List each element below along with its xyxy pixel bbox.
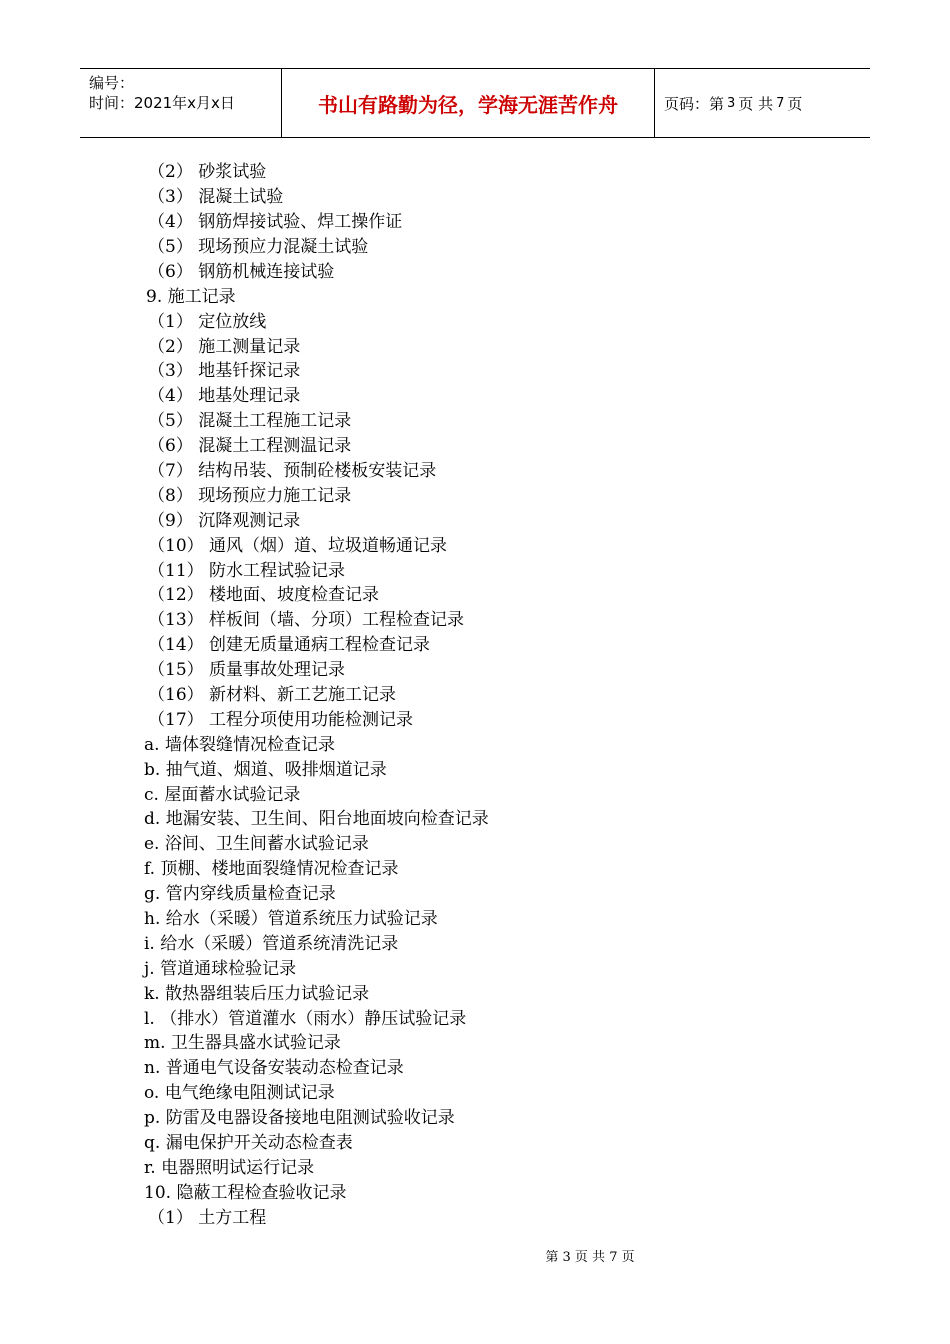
- list-item: （5） 混凝土工程施工记录: [148, 411, 352, 431]
- list-item: （6） 混凝土工程测温记录: [148, 436, 352, 456]
- list-item: n. 普通电气设备安装动态检查记录: [144, 1058, 404, 1078]
- document-date: 时间：2021年x月x日: [89, 94, 235, 112]
- section-heading: 9. 施工记录: [146, 287, 236, 307]
- list-item: （14） 创建无质量通病工程检查记录: [148, 635, 431, 655]
- list-item: h. 给水（采暖）管道系统压力试验记录: [144, 909, 438, 929]
- list-item: c. 屋面蓄水试验记录: [144, 785, 301, 805]
- list-item: （2） 砂浆试验: [148, 162, 267, 182]
- list-item: i. 给水（采暖）管道系统清洗记录: [144, 934, 399, 954]
- list-item: j. 管道通球检验记录: [144, 959, 297, 979]
- page-footer: [0, 1246, 950, 1265]
- list-item: f. 顶棚、楼地面裂缝情况检查记录: [144, 859, 399, 879]
- list-item: （3） 混凝土试验: [148, 187, 284, 207]
- header-motto: 书山有路勤为径，学海无涯苦作舟: [282, 69, 655, 137]
- list-item: （1） 土方工程: [148, 1208, 267, 1228]
- page-header: [80, 68, 870, 138]
- list-item: （1） 定位放线: [148, 312, 267, 332]
- page-prefix: 页码：第: [664, 94, 725, 113]
- list-item: （5） 现场预应力混凝土试验: [148, 237, 369, 257]
- list-item: （8） 现场预应力施工记录: [148, 486, 352, 506]
- document-number-label: 编号：: [89, 74, 135, 92]
- list-item: （13） 样板间（墙、分项）工程检查记录: [148, 610, 465, 630]
- page-total: 7: [776, 95, 785, 111]
- list-item: （4） 地基处理记录: [148, 386, 301, 406]
- section-heading: 10. 隐蔽工程检查验收记录: [144, 1183, 347, 1203]
- list-item: （11） 防水工程试验记录: [148, 561, 346, 581]
- list-item: （3） 地基钎探记录: [148, 361, 301, 381]
- header-page-indicator: [655, 69, 870, 137]
- list-item: p. 防雷及电器设备接地电阻测试验收记录: [144, 1108, 455, 1128]
- list-item: （9） 沉降观测记录: [148, 511, 301, 531]
- page-mid: 页 共: [738, 94, 774, 113]
- page-current: 3: [727, 95, 736, 111]
- list-item: e. 浴间、卫生间蓄水试验记录: [144, 834, 369, 854]
- list-item: q. 漏电保护开关动态检查表: [144, 1133, 353, 1153]
- list-item: a. 墙体裂缝情况检查记录: [144, 735, 335, 755]
- list-item: （4） 钢筋焊接试验、焊工操作证: [148, 212, 403, 232]
- list-item: （2） 施工测量记录: [148, 337, 301, 357]
- list-item: o. 电气绝缘电阻测试记录: [144, 1083, 335, 1103]
- list-item: d. 地漏安装、卫生间、阳台地面坡向检查记录: [144, 809, 489, 829]
- list-item: b. 抽气道、烟道、吸排烟道记录: [144, 760, 387, 780]
- list-item: r. 电器照明试运行记录: [144, 1158, 315, 1178]
- list-item: l. （排水）管道灌水（雨水）静压试验记录: [144, 1009, 467, 1029]
- page-suffix: 页: [787, 94, 803, 113]
- list-item: （16） 新材料、新工艺施工记录: [148, 685, 397, 705]
- header-meta: [80, 69, 282, 137]
- list-item: k. 散热器组装后压力试验记录: [144, 984, 370, 1004]
- list-item: （15） 质量事故处理记录: [148, 660, 346, 680]
- footer-page-number: 第 3 页 共 7 页: [545, 1250, 635, 1265]
- list-item: m. 卫生器具盛水试验记录: [144, 1033, 341, 1053]
- list-item: （17） 工程分项使用功能检测记录: [148, 710, 414, 730]
- list-item: （10） 通风（烟）道、垃圾道畅通记录: [148, 536, 448, 556]
- list-item: （12） 楼地面、坡度检查记录: [148, 585, 380, 605]
- list-item: （6） 钢筋机械连接试验: [148, 262, 335, 282]
- list-item: （7） 结构吊装、预制砼楼板安装记录: [148, 461, 437, 481]
- list-item: g. 管内穿线质量检查记录: [144, 884, 336, 904]
